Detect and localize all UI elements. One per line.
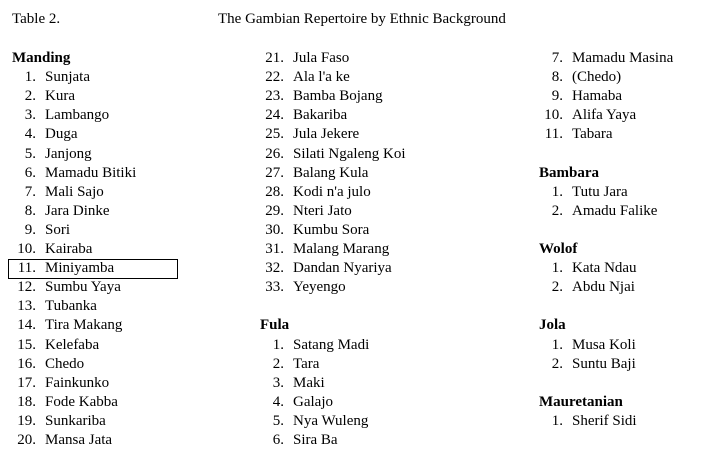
group-heading: Mauretanian (539, 393, 623, 410)
item-title: Tabara (572, 126, 613, 143)
item-number: 8. (24, 202, 36, 219)
item-number: 1. (272, 336, 284, 353)
item-number: 30. (265, 221, 284, 238)
list-item (10, 164, 136, 182)
item-number: 15. (17, 336, 36, 353)
list-item (537, 125, 613, 143)
item-number: 21. (265, 50, 284, 66)
item-title: Musa Koli (572, 336, 636, 353)
item-title: Lambango (45, 107, 110, 124)
list-item (10, 183, 104, 201)
item-number: 1. (551, 183, 563, 200)
list-item (537, 49, 673, 67)
item-title: Mansa Jata (45, 432, 113, 448)
item-number: 11. (544, 126, 563, 143)
item-title: Tara (293, 355, 320, 372)
item-number: 1. (551, 412, 563, 429)
list-item (10, 336, 99, 354)
item-title: Malang Marang (293, 241, 390, 257)
item-number: 2. (24, 88, 36, 105)
item-number: 8. (551, 69, 563, 86)
item-title: Kura (45, 88, 75, 105)
item-title: Chedo (45, 355, 85, 372)
list-item (10, 221, 70, 239)
item-title: Jula Jekere (293, 126, 360, 143)
item-title: Nya Wuleng (293, 412, 369, 429)
item-title: (Chedo) (572, 69, 622, 86)
item-number: 25. (265, 126, 284, 143)
list-item (258, 240, 389, 258)
item-title: Jara Dinke (45, 202, 110, 219)
list-item (258, 431, 338, 449)
item-title: Sunjata (45, 69, 90, 86)
item-number: 5. (272, 412, 284, 429)
group-heading: Wolof (539, 241, 578, 257)
item-title: Tutu Jara (572, 183, 628, 200)
item-number: 19. (17, 412, 36, 429)
list-item (10, 297, 97, 315)
item-title: Janjong (45, 145, 92, 162)
list-item (10, 125, 78, 143)
list-item (10, 278, 121, 296)
list-item (537, 278, 635, 296)
list-item (258, 68, 350, 86)
list-item (258, 355, 319, 373)
item-title: Kairaba (45, 241, 93, 257)
item-title: Alifa Yaya (572, 107, 637, 124)
list-item (258, 106, 347, 124)
item-number: 9. (24, 221, 36, 238)
item-number: 5. (24, 145, 36, 162)
group-heading: Manding (12, 50, 71, 66)
item-title: Maki (293, 374, 325, 391)
list-item (258, 412, 368, 430)
item-number: 16. (17, 355, 36, 372)
item-number: 29. (265, 202, 284, 219)
item-title: Bamba Bojang (293, 88, 383, 105)
item-title: Dandan Nyariya (293, 260, 392, 277)
item-title: Silati Ngaleng Koi (293, 145, 406, 162)
item-number: 20. (17, 432, 36, 448)
item-title: Mamadu Masina (572, 50, 674, 66)
item-number: 3. (272, 374, 284, 391)
item-title: Balang Kula (293, 164, 369, 181)
item-number: 2. (551, 202, 563, 219)
list-item (10, 145, 92, 163)
item-title: Sunkariba (45, 412, 106, 429)
item-title: Suntu Baji (572, 355, 636, 372)
item-number: 7. (24, 183, 36, 200)
item-title: Mamadu Bitiki (45, 164, 137, 181)
list-item (258, 145, 406, 163)
item-title: Mali Sajo (45, 183, 104, 200)
item-number: 1. (551, 336, 563, 353)
item-number: 4. (272, 393, 284, 410)
item-title: Sherif Sidi (572, 412, 637, 429)
list-item (537, 355, 636, 373)
list-item (258, 183, 371, 201)
item-number: 7. (551, 50, 563, 66)
group-heading: Bambara (539, 164, 599, 181)
item-number: 24. (265, 107, 284, 124)
item-title: Sumbu Yaya (45, 279, 121, 296)
list-item (537, 87, 622, 105)
item-number: 23. (265, 88, 284, 105)
list-item (258, 393, 333, 411)
list-item (10, 316, 122, 334)
list-item (537, 336, 636, 354)
list-item (258, 278, 346, 296)
item-title: Hamaba (572, 88, 622, 105)
item-number: 13. (17, 298, 36, 315)
item-number: 9. (551, 88, 563, 105)
item-title: Yeyengo (293, 279, 346, 296)
list-item (258, 87, 383, 105)
item-number: 31. (265, 241, 284, 257)
item-number: 4. (24, 126, 36, 143)
table-title: The Gambian Repertoire by Ethnic Background (218, 11, 506, 27)
list-item (537, 202, 657, 220)
list-item (258, 374, 325, 392)
item-number: 10. (544, 107, 563, 124)
table-label: Table 2. (12, 11, 61, 27)
item-number: 2. (272, 355, 284, 372)
item-number: 6. (24, 164, 36, 181)
item-title: Amadu Falike (572, 202, 658, 219)
list-item (10, 106, 109, 124)
list-item (10, 202, 110, 220)
item-title: Tira Makang (45, 317, 123, 334)
item-title: Jula Faso (293, 50, 350, 66)
list-item (258, 164, 368, 182)
item-number: 26. (265, 145, 284, 162)
item-title: Satang Madi (293, 336, 370, 353)
item-title: Fode Kabba (45, 393, 118, 410)
item-number: 1. (551, 260, 563, 277)
list-item (10, 259, 114, 277)
item-title: Abdu Njai (572, 279, 635, 296)
item-number: 27. (265, 164, 284, 181)
item-number: 28. (265, 183, 284, 200)
item-title: Ala l'a ke (293, 69, 350, 86)
item-title: Fainkunko (45, 374, 110, 391)
list-item (537, 412, 637, 430)
list-item (537, 183, 628, 201)
item-number: 33. (265, 279, 284, 296)
list-item (258, 259, 392, 277)
list-item (258, 336, 369, 354)
list-item (10, 393, 118, 411)
item-title: Tubanka (45, 298, 97, 315)
list-item (10, 68, 90, 86)
item-number: 11. (17, 260, 36, 277)
item-number: 22. (265, 69, 284, 86)
item-title: Duga (45, 126, 78, 143)
list-item (10, 412, 106, 430)
group-heading: Jola (539, 317, 566, 334)
item-number: 6. (272, 432, 284, 448)
item-title: Kumbu Sora (293, 221, 370, 238)
item-number: 3. (24, 107, 36, 124)
item-number: 10. (17, 241, 36, 257)
item-number: 17. (17, 374, 36, 391)
item-title: Miniyamba (45, 260, 115, 277)
list-item (258, 202, 352, 220)
list-item (10, 240, 92, 258)
list-item (258, 49, 349, 67)
item-number: 12. (17, 279, 36, 296)
item-title: Nteri Jato (293, 202, 352, 219)
item-title: Sori (45, 221, 71, 238)
list-item (537, 106, 636, 124)
list-item (10, 87, 75, 105)
list-item (258, 125, 359, 143)
list-item (10, 374, 109, 392)
item-title: Galajo (293, 393, 333, 410)
item-title: Bakariba (293, 107, 348, 124)
item-title: Kelefaba (45, 336, 100, 353)
list-item (537, 259, 637, 277)
group-heading: Fula (260, 317, 290, 334)
item-title: Kata Ndau (572, 260, 637, 277)
list-item (10, 355, 84, 373)
item-number: 32. (265, 260, 284, 277)
item-title: Sira Ba (293, 432, 338, 448)
item-number: 2. (551, 279, 563, 296)
list-item (10, 431, 112, 449)
list-item (537, 68, 621, 86)
item-number: 14. (17, 317, 36, 334)
item-number: 18. (17, 393, 36, 410)
item-title: Kodi n'a julo (293, 183, 371, 200)
item-number: 2. (551, 355, 563, 372)
item-number: 1. (24, 69, 36, 86)
list-item (258, 221, 369, 239)
